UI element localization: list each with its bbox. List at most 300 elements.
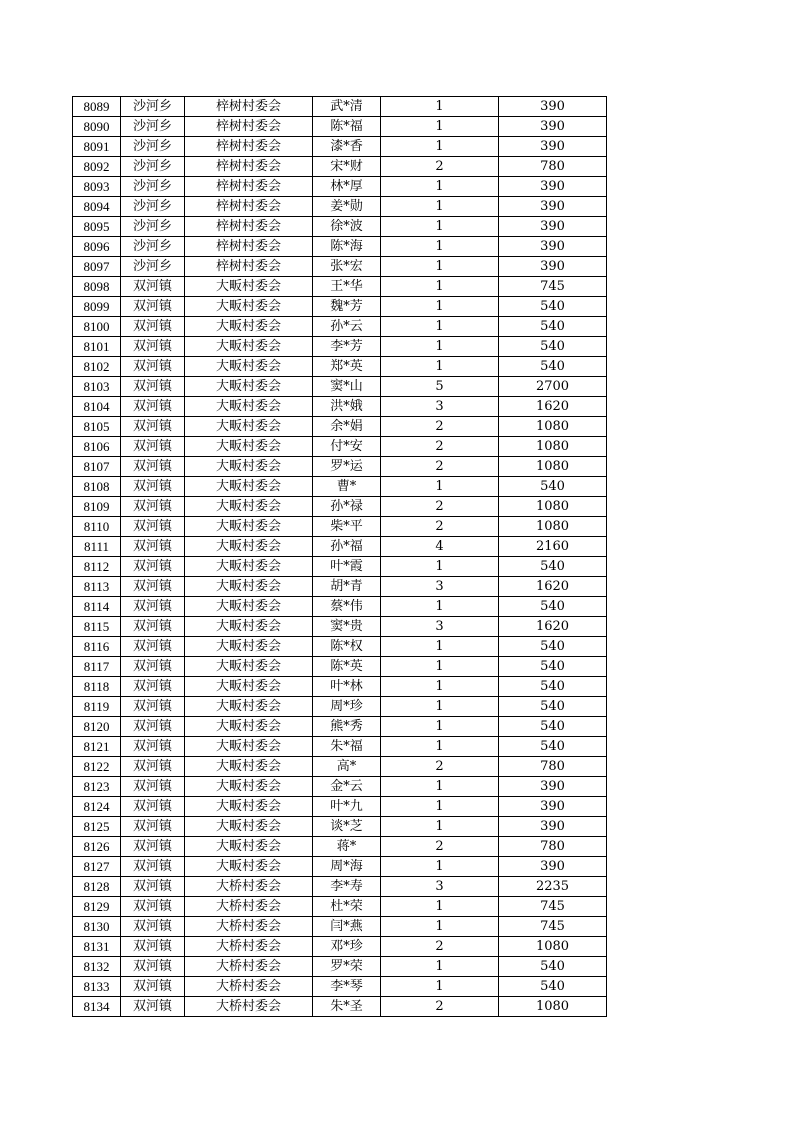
cell-amount: 390 xyxy=(499,137,607,157)
cell-town: 沙河乡 xyxy=(121,97,185,117)
cell-town: 沙河乡 xyxy=(121,177,185,197)
cell-id: 8128 xyxy=(73,877,121,897)
cell-town: 双河镇 xyxy=(121,717,185,737)
cell-id: 8117 xyxy=(73,657,121,677)
cell-id: 8121 xyxy=(73,737,121,757)
cell-id: 8094 xyxy=(73,197,121,217)
cell-id: 8097 xyxy=(73,257,121,277)
cell-town: 双河镇 xyxy=(121,697,185,717)
cell-count: 1 xyxy=(381,917,499,937)
cell-amount: 540 xyxy=(499,317,607,337)
table-row xyxy=(73,177,607,197)
table-row xyxy=(73,777,607,797)
cell-amount: 540 xyxy=(499,477,607,497)
cell-name: 余*娟 xyxy=(313,417,381,437)
cell-id: 8114 xyxy=(73,597,121,617)
cell-village: 大畈村委会 xyxy=(185,557,313,577)
cell-amount: 1080 xyxy=(499,437,607,457)
cell-id: 8133 xyxy=(73,977,121,997)
table-row xyxy=(73,877,607,897)
table-row xyxy=(73,597,607,617)
cell-town: 双河镇 xyxy=(121,737,185,757)
table-row xyxy=(73,417,607,437)
cell-town: 双河镇 xyxy=(121,637,185,657)
table-row xyxy=(73,317,607,337)
cell-name: 胡*青 xyxy=(313,577,381,597)
table-row xyxy=(73,917,607,937)
cell-amount: 540 xyxy=(499,697,607,717)
cell-town: 沙河乡 xyxy=(121,157,185,177)
table-body xyxy=(73,97,607,1017)
cell-amount: 745 xyxy=(499,277,607,297)
cell-name: 陈*英 xyxy=(313,657,381,677)
cell-amount: 390 xyxy=(499,777,607,797)
cell-amount: 390 xyxy=(499,97,607,117)
table-row xyxy=(73,477,607,497)
table-row xyxy=(73,257,607,277)
cell-village: 大畈村委会 xyxy=(185,797,313,817)
cell-amount: 540 xyxy=(499,957,607,977)
cell-name: 陈*权 xyxy=(313,637,381,657)
cell-count: 1 xyxy=(381,977,499,997)
cell-count: 1 xyxy=(381,797,499,817)
cell-amount: 1080 xyxy=(499,417,607,437)
cell-village: 大畈村委会 xyxy=(185,597,313,617)
cell-amount: 540 xyxy=(499,597,607,617)
cell-town: 双河镇 xyxy=(121,377,185,397)
cell-id: 8127 xyxy=(73,857,121,877)
cell-name: 周*珍 xyxy=(313,697,381,717)
table-row xyxy=(73,957,607,977)
cell-town: 双河镇 xyxy=(121,417,185,437)
cell-count: 1 xyxy=(381,557,499,577)
cell-name: 漆*香 xyxy=(313,137,381,157)
cell-town: 沙河乡 xyxy=(121,137,185,157)
cell-amount: 390 xyxy=(499,197,607,217)
cell-id: 8120 xyxy=(73,717,121,737)
cell-town: 双河镇 xyxy=(121,277,185,297)
cell-village: 大桥村委会 xyxy=(185,897,313,917)
cell-id: 8124 xyxy=(73,797,121,817)
cell-count: 2 xyxy=(381,437,499,457)
cell-town: 双河镇 xyxy=(121,437,185,457)
cell-id: 8100 xyxy=(73,317,121,337)
cell-village: 梓树村委会 xyxy=(185,217,313,237)
cell-village: 大畈村委会 xyxy=(185,777,313,797)
table-row xyxy=(73,297,607,317)
table-row xyxy=(73,197,607,217)
cell-id: 8095 xyxy=(73,217,121,237)
cell-town: 双河镇 xyxy=(121,457,185,477)
cell-count: 1 xyxy=(381,817,499,837)
cell-count: 2 xyxy=(381,157,499,177)
cell-town: 双河镇 xyxy=(121,897,185,917)
cell-town: 双河镇 xyxy=(121,797,185,817)
cell-amount: 390 xyxy=(499,237,607,257)
cell-amount: 745 xyxy=(499,917,607,937)
cell-count: 2 xyxy=(381,937,499,957)
cell-town: 双河镇 xyxy=(121,757,185,777)
cell-count: 2 xyxy=(381,517,499,537)
cell-count: 1 xyxy=(381,177,499,197)
cell-village: 大畈村委会 xyxy=(185,397,313,417)
cell-amount: 390 xyxy=(499,797,607,817)
cell-town: 沙河乡 xyxy=(121,237,185,257)
cell-count: 1 xyxy=(381,657,499,677)
cell-village: 大畈村委会 xyxy=(185,717,313,737)
cell-town: 双河镇 xyxy=(121,337,185,357)
cell-count: 4 xyxy=(381,537,499,557)
cell-village: 大桥村委会 xyxy=(185,877,313,897)
table-row xyxy=(73,237,607,257)
cell-town: 双河镇 xyxy=(121,957,185,977)
cell-amount: 780 xyxy=(499,837,607,857)
table-row xyxy=(73,757,607,777)
cell-id: 8092 xyxy=(73,157,121,177)
cell-name: 王*华 xyxy=(313,277,381,297)
cell-village: 大桥村委会 xyxy=(185,977,313,997)
cell-count: 1 xyxy=(381,217,499,237)
cell-village: 大畈村委会 xyxy=(185,617,313,637)
cell-village: 梓树村委会 xyxy=(185,117,313,137)
cell-name: 罗*运 xyxy=(313,457,381,477)
cell-amount: 390 xyxy=(499,857,607,877)
cell-amount: 540 xyxy=(499,977,607,997)
cell-village: 梓树村委会 xyxy=(185,177,313,197)
cell-village: 梓树村委会 xyxy=(185,237,313,257)
cell-count: 1 xyxy=(381,317,499,337)
cell-id: 8090 xyxy=(73,117,121,137)
cell-town: 双河镇 xyxy=(121,657,185,677)
cell-count: 3 xyxy=(381,397,499,417)
cell-town: 双河镇 xyxy=(121,677,185,697)
cell-id: 8105 xyxy=(73,417,121,437)
cell-id: 8106 xyxy=(73,437,121,457)
cell-count: 1 xyxy=(381,477,499,497)
table-row xyxy=(73,537,607,557)
cell-count: 1 xyxy=(381,697,499,717)
cell-id: 8103 xyxy=(73,377,121,397)
cell-name: 闫*燕 xyxy=(313,917,381,937)
table-row xyxy=(73,217,607,237)
cell-id: 8113 xyxy=(73,577,121,597)
cell-id: 8125 xyxy=(73,817,121,837)
cell-town: 双河镇 xyxy=(121,977,185,997)
cell-amount: 540 xyxy=(499,637,607,657)
cell-village: 大畈村委会 xyxy=(185,437,313,457)
cell-count: 1 xyxy=(381,857,499,877)
cell-amount: 2160 xyxy=(499,537,607,557)
cell-name: 李*寿 xyxy=(313,877,381,897)
cell-id: 8101 xyxy=(73,337,121,357)
cell-amount: 540 xyxy=(499,717,607,737)
cell-count: 1 xyxy=(381,237,499,257)
cell-name: 孙*禄 xyxy=(313,497,381,517)
cell-count: 3 xyxy=(381,877,499,897)
cell-amount: 780 xyxy=(499,757,607,777)
cell-count: 2 xyxy=(381,417,499,437)
cell-amount: 1080 xyxy=(499,497,607,517)
cell-name: 高* xyxy=(313,757,381,777)
cell-amount: 540 xyxy=(499,657,607,677)
cell-count: 2 xyxy=(381,757,499,777)
cell-name: 谈*芝 xyxy=(313,817,381,837)
table-row xyxy=(73,157,607,177)
cell-amount: 390 xyxy=(499,177,607,197)
cell-amount: 1080 xyxy=(499,457,607,477)
cell-town: 双河镇 xyxy=(121,597,185,617)
cell-id: 8099 xyxy=(73,297,121,317)
cell-amount: 2700 xyxy=(499,377,607,397)
table-row xyxy=(73,357,607,377)
cell-id: 8122 xyxy=(73,757,121,777)
cell-town: 双河镇 xyxy=(121,997,185,1017)
table-row xyxy=(73,737,607,757)
cell-name: 郑*英 xyxy=(313,357,381,377)
cell-count: 2 xyxy=(381,457,499,477)
table-row xyxy=(73,497,607,517)
cell-id: 8118 xyxy=(73,677,121,697)
cell-count: 1 xyxy=(381,277,499,297)
cell-id: 8098 xyxy=(73,277,121,297)
cell-id: 8132 xyxy=(73,957,121,977)
cell-town: 双河镇 xyxy=(121,837,185,857)
cell-count: 1 xyxy=(381,257,499,277)
cell-name: 窦*山 xyxy=(313,377,381,397)
cell-town: 双河镇 xyxy=(121,777,185,797)
cell-id: 8115 xyxy=(73,617,121,637)
cell-id: 8123 xyxy=(73,777,121,797)
cell-id: 8112 xyxy=(73,557,121,577)
cell-village: 大桥村委会 xyxy=(185,917,313,937)
cell-id: 8109 xyxy=(73,497,121,517)
cell-amount: 1080 xyxy=(499,937,607,957)
table-row xyxy=(73,937,607,957)
table-row xyxy=(73,457,607,477)
cell-name: 洪*娥 xyxy=(313,397,381,417)
cell-id: 8104 xyxy=(73,397,121,417)
cell-amount: 1080 xyxy=(499,517,607,537)
cell-count: 1 xyxy=(381,197,499,217)
cell-name: 叶*霞 xyxy=(313,557,381,577)
cell-town: 双河镇 xyxy=(121,617,185,637)
data-table xyxy=(72,96,607,1017)
cell-name: 李*芳 xyxy=(313,337,381,357)
table-row xyxy=(73,117,607,137)
table-row xyxy=(73,977,607,997)
table-row xyxy=(73,897,607,917)
cell-amount: 1620 xyxy=(499,577,607,597)
cell-name: 陈*海 xyxy=(313,237,381,257)
cell-id: 8129 xyxy=(73,897,121,917)
cell-village: 大畈村委会 xyxy=(185,517,313,537)
cell-count: 1 xyxy=(381,357,499,377)
cell-amount: 1620 xyxy=(499,617,607,637)
cell-id: 8091 xyxy=(73,137,121,157)
cell-town: 双河镇 xyxy=(121,817,185,837)
table-row xyxy=(73,697,607,717)
cell-town: 沙河乡 xyxy=(121,217,185,237)
table-row xyxy=(73,817,607,837)
cell-village: 大畈村委会 xyxy=(185,837,313,857)
cell-id: 8110 xyxy=(73,517,121,537)
cell-name: 杜*荣 xyxy=(313,897,381,917)
cell-amount: 540 xyxy=(499,297,607,317)
table-row xyxy=(73,337,607,357)
cell-id: 8119 xyxy=(73,697,121,717)
cell-id: 8107 xyxy=(73,457,121,477)
cell-town: 双河镇 xyxy=(121,497,185,517)
cell-amount: 390 xyxy=(499,257,607,277)
cell-village: 大畈村委会 xyxy=(185,637,313,657)
cell-id: 8126 xyxy=(73,837,121,857)
cell-town: 沙河乡 xyxy=(121,197,185,217)
cell-id: 8131 xyxy=(73,937,121,957)
cell-amount: 540 xyxy=(499,337,607,357)
cell-count: 1 xyxy=(381,717,499,737)
cell-name: 柴*平 xyxy=(313,517,381,537)
cell-town: 沙河乡 xyxy=(121,257,185,277)
cell-village: 大畈村委会 xyxy=(185,697,313,717)
table-row xyxy=(73,637,607,657)
cell-name: 宋*财 xyxy=(313,157,381,177)
cell-village: 大畈村委会 xyxy=(185,677,313,697)
cell-name: 金*云 xyxy=(313,777,381,797)
cell-village: 大畈村委会 xyxy=(185,497,313,517)
cell-amount: 540 xyxy=(499,737,607,757)
cell-town: 双河镇 xyxy=(121,477,185,497)
cell-name: 魏*芳 xyxy=(313,297,381,317)
cell-village: 大畈村委会 xyxy=(185,457,313,477)
table-row xyxy=(73,677,607,697)
cell-name: 窦*贵 xyxy=(313,617,381,637)
cell-count: 1 xyxy=(381,737,499,757)
table-row xyxy=(73,97,607,117)
cell-name: 付*安 xyxy=(313,437,381,457)
cell-count: 1 xyxy=(381,97,499,117)
cell-village: 梓树村委会 xyxy=(185,197,313,217)
cell-village: 大畈村委会 xyxy=(185,357,313,377)
cell-count: 1 xyxy=(381,337,499,357)
cell-village: 大桥村委会 xyxy=(185,957,313,977)
cell-id: 8116 xyxy=(73,637,121,657)
cell-name: 徐*波 xyxy=(313,217,381,237)
cell-name: 邓*珍 xyxy=(313,937,381,957)
table-row xyxy=(73,837,607,857)
cell-amount: 390 xyxy=(499,217,607,237)
cell-village: 大畈村委会 xyxy=(185,757,313,777)
cell-name: 蔡*伟 xyxy=(313,597,381,617)
cell-id: 8134 xyxy=(73,997,121,1017)
cell-village: 大畈村委会 xyxy=(185,417,313,437)
cell-town: 双河镇 xyxy=(121,297,185,317)
cell-village: 大畈村委会 xyxy=(185,377,313,397)
cell-village: 大桥村委会 xyxy=(185,997,313,1017)
cell-count: 1 xyxy=(381,117,499,137)
cell-id: 8096 xyxy=(73,237,121,257)
table-row xyxy=(73,437,607,457)
cell-id: 8130 xyxy=(73,917,121,937)
table-row xyxy=(73,517,607,537)
cell-count: 1 xyxy=(381,137,499,157)
cell-count: 3 xyxy=(381,617,499,637)
cell-count: 1 xyxy=(381,597,499,617)
table-row xyxy=(73,797,607,817)
cell-town: 双河镇 xyxy=(121,877,185,897)
cell-count: 1 xyxy=(381,677,499,697)
cell-count: 3 xyxy=(381,577,499,597)
cell-name: 朱*圣 xyxy=(313,997,381,1017)
cell-town: 双河镇 xyxy=(121,937,185,957)
cell-town: 双河镇 xyxy=(121,357,185,377)
cell-village: 大畈村委会 xyxy=(185,537,313,557)
cell-town: 双河镇 xyxy=(121,577,185,597)
cell-count: 1 xyxy=(381,957,499,977)
cell-village: 梓树村委会 xyxy=(185,137,313,157)
cell-name: 曹* xyxy=(313,477,381,497)
cell-name: 李*琴 xyxy=(313,977,381,997)
cell-town: 沙河乡 xyxy=(121,117,185,137)
cell-village: 大畈村委会 xyxy=(185,337,313,357)
cell-name: 武*清 xyxy=(313,97,381,117)
cell-count: 2 xyxy=(381,997,499,1017)
cell-name: 蒋* xyxy=(313,837,381,857)
cell-id: 8108 xyxy=(73,477,121,497)
cell-amount: 540 xyxy=(499,357,607,377)
cell-id: 8102 xyxy=(73,357,121,377)
cell-village: 大畈村委会 xyxy=(185,857,313,877)
cell-amount: 390 xyxy=(499,117,607,137)
table-row xyxy=(73,997,607,1017)
cell-amount: 540 xyxy=(499,677,607,697)
table-row xyxy=(73,557,607,577)
spreadsheet-page xyxy=(72,96,607,1017)
table-row xyxy=(73,657,607,677)
cell-id: 8111 xyxy=(73,537,121,557)
cell-village: 大桥村委会 xyxy=(185,937,313,957)
cell-name: 姜*勋 xyxy=(313,197,381,217)
cell-village: 大畈村委会 xyxy=(185,277,313,297)
cell-id: 8089 xyxy=(73,97,121,117)
cell-village: 梓树村委会 xyxy=(185,157,313,177)
cell-name: 陈*福 xyxy=(313,117,381,137)
cell-name: 叶*林 xyxy=(313,677,381,697)
cell-name: 周*海 xyxy=(313,857,381,877)
cell-name: 罗*荣 xyxy=(313,957,381,977)
cell-amount: 1620 xyxy=(499,397,607,417)
cell-name: 张*宏 xyxy=(313,257,381,277)
cell-village: 大畈村委会 xyxy=(185,577,313,597)
cell-village: 大畈村委会 xyxy=(185,817,313,837)
cell-town: 双河镇 xyxy=(121,397,185,417)
table-row xyxy=(73,277,607,297)
table-row xyxy=(73,377,607,397)
cell-name: 叶*九 xyxy=(313,797,381,817)
cell-town: 双河镇 xyxy=(121,857,185,877)
table-row xyxy=(73,137,607,157)
cell-village: 大畈村委会 xyxy=(185,657,313,677)
cell-amount: 745 xyxy=(499,897,607,917)
cell-town: 双河镇 xyxy=(121,537,185,557)
cell-town: 双河镇 xyxy=(121,517,185,537)
cell-amount: 1080 xyxy=(499,997,607,1017)
cell-count: 5 xyxy=(381,377,499,397)
cell-count: 1 xyxy=(381,637,499,657)
table-row xyxy=(73,577,607,597)
cell-town: 双河镇 xyxy=(121,917,185,937)
cell-town: 双河镇 xyxy=(121,557,185,577)
table-row xyxy=(73,617,607,637)
